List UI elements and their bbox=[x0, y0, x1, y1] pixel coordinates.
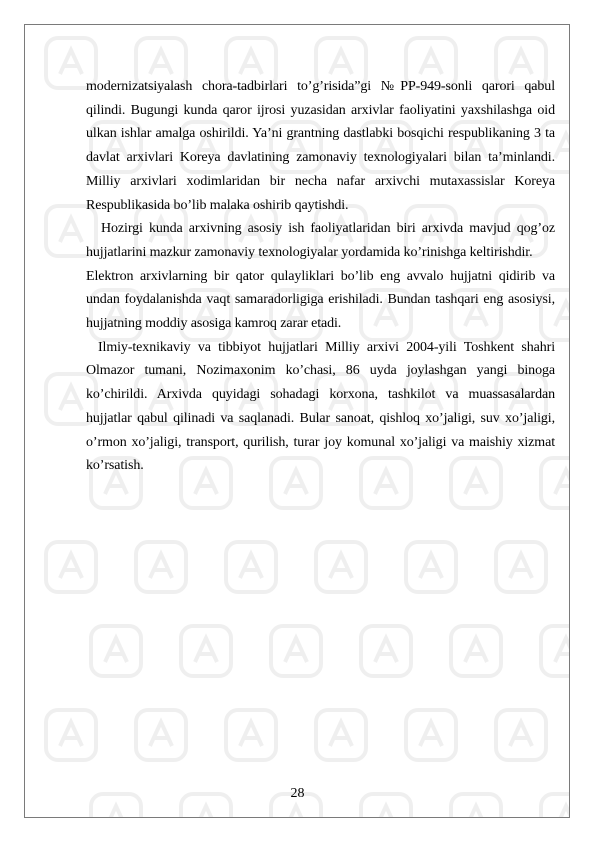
paragraph-1: modernizatsiyalash chora-tadbirlari to’g’risida”gi №PP-949-sonli qarori qabul qilindi. Bugungi kunda qaror ijrosi yuzasidan arxivlar faoliyatini yaxshilashga oid ulkan ishlar amalga oshirildi. Ya’ni grantning dastlabki bosqichi respublikaning 3 ta davlat arxivlari Koreya davlatining zamonaviy texnologiyalari bilan ta’minlandi. Milliy arxivlari xodimlaridan bir necha nafar arxivchi mutaxassislar Koreya Respublikasida bo’lib malaka oshirib qaytishdi. bbox=[86, 79, 555, 213]
page-number: 28 bbox=[290, 786, 305, 801]
paragraph-4: Ilmiy-texnikaviy va tibbiyot hujjatlari Milliy arxivi 2004-yili Toshkent shahri Olmazor tumani, Nozimaxonim ko’chasi, 86 uyda joylashgan yangi binoga ko’chirildi. Arxivda quyidagi sohadagi korxona, tashkilot va muassasalardan hujjatlar qabul qilinadi va saqlanadi. Bular sanoat, qishloq xo’jaligi, suv xo’jaligi, o’rmon xo’jaligi, transport, qurilish, turar joy komunal xo’jaligi va maishiy xizmat ko’rsatish. bbox=[86, 339, 555, 474]
paragraph-2: Hozirgi kunda arxivning asosiy ish faoliyatlaridan biri arxivda mavjud qog’oz hujjatlarini mazkur zamonaviy texnologiyalar yordamida ko’rinishga keltirishdir. bbox=[86, 221, 555, 260]
paragraph-3: Elektron arxivlarning bir qator qulayliklari bo’lib eng avvalo hujjatni qidirib va undan foydalanishda vaqt samaradorligiga erishiladi. Bundan tashqari eng asosiysi, hujjatning moddiy asosiga kamroq zarar etadi. bbox=[86, 268, 555, 332]
document-body bbox=[86, 75, 555, 478]
